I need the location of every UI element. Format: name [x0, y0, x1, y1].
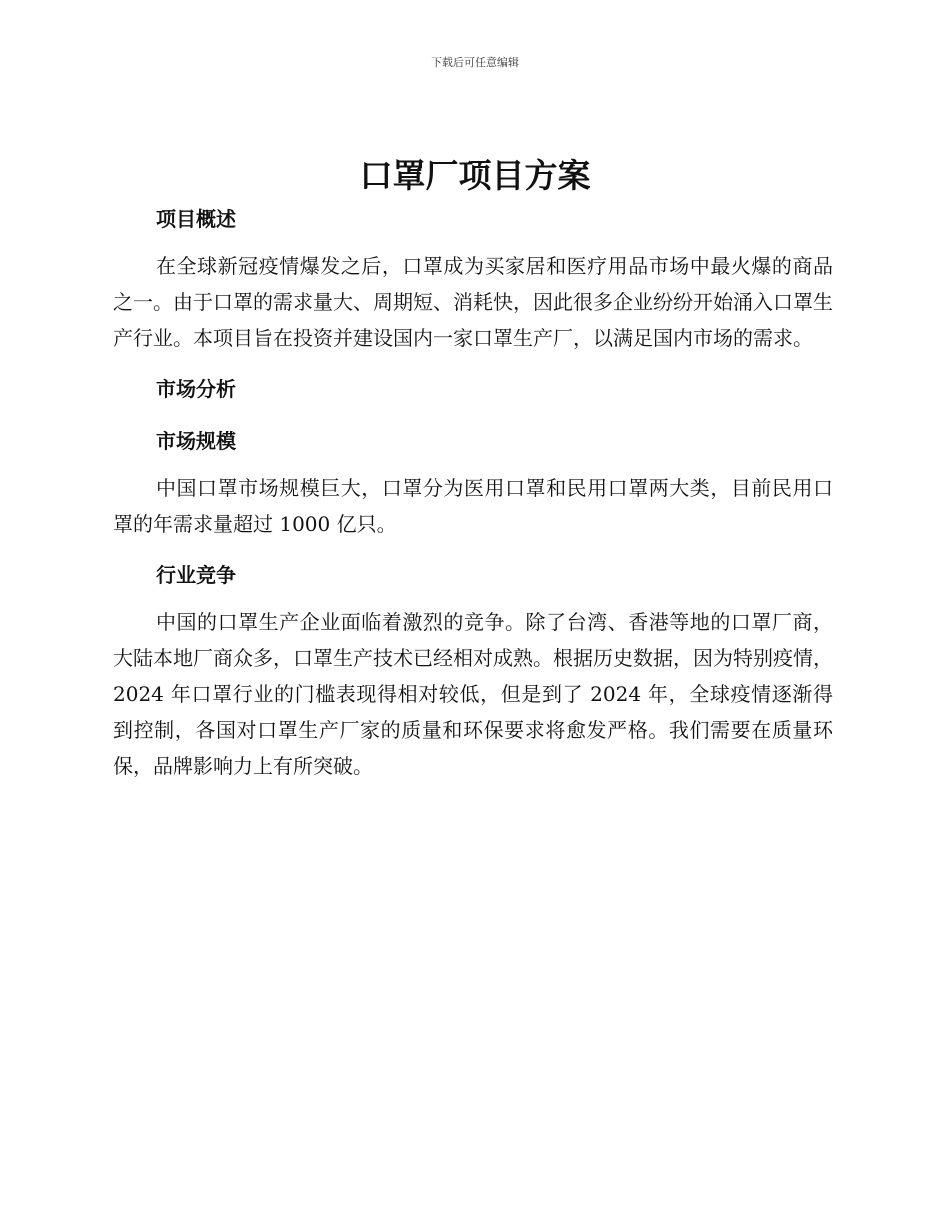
document-title: 口罩厂项目方案	[359, 156, 591, 195]
section-heading-market-size: 市场规模	[156, 429, 236, 453]
paragraph-market-size: 中国口罩市场规模巨大，口罩分为医用口罩和民用口罩两大类，目前民用口罩的年需求量超过 1000 亿只。	[113, 476, 833, 536]
section-heading-competition: 行业竞争	[156, 563, 236, 587]
header-note: 下载后可任意编辑	[431, 56, 519, 69]
section-heading-market-analysis: 市场分析	[156, 377, 236, 401]
section-heading-overview: 项目概述	[156, 207, 236, 231]
document-body	[113, 200, 833, 784]
paragraph-competition: 中国的口罩生产企业面临着激烈的竞争。除了台湾、香港等地的口罩厂商，大陆本地厂商众多，口罩生产技术已经相对成熟。根据历史数据，因为特别疫情，2024 年口罩行业的门槛表现得相对较低，但是到了 2024 年，全球疫情逐渐得到控制，各国对口罩生产厂家的质量和环保要求将愈发严格。我们需要在质量环保，品牌影响力上有所突破。	[113, 610, 833, 778]
paragraph-overview: 在全球新冠疫情爆发之后，口罩成为买家居和医疗用品市场中最火爆的商品之一。由于口罩的需求量大、周期短、消耗快，因此很多企业纷纷开始涌入口罩生产行业。本项目旨在投资并建设国内一家口罩生产厂，以满足国内市场的需求。	[113, 254, 833, 350]
